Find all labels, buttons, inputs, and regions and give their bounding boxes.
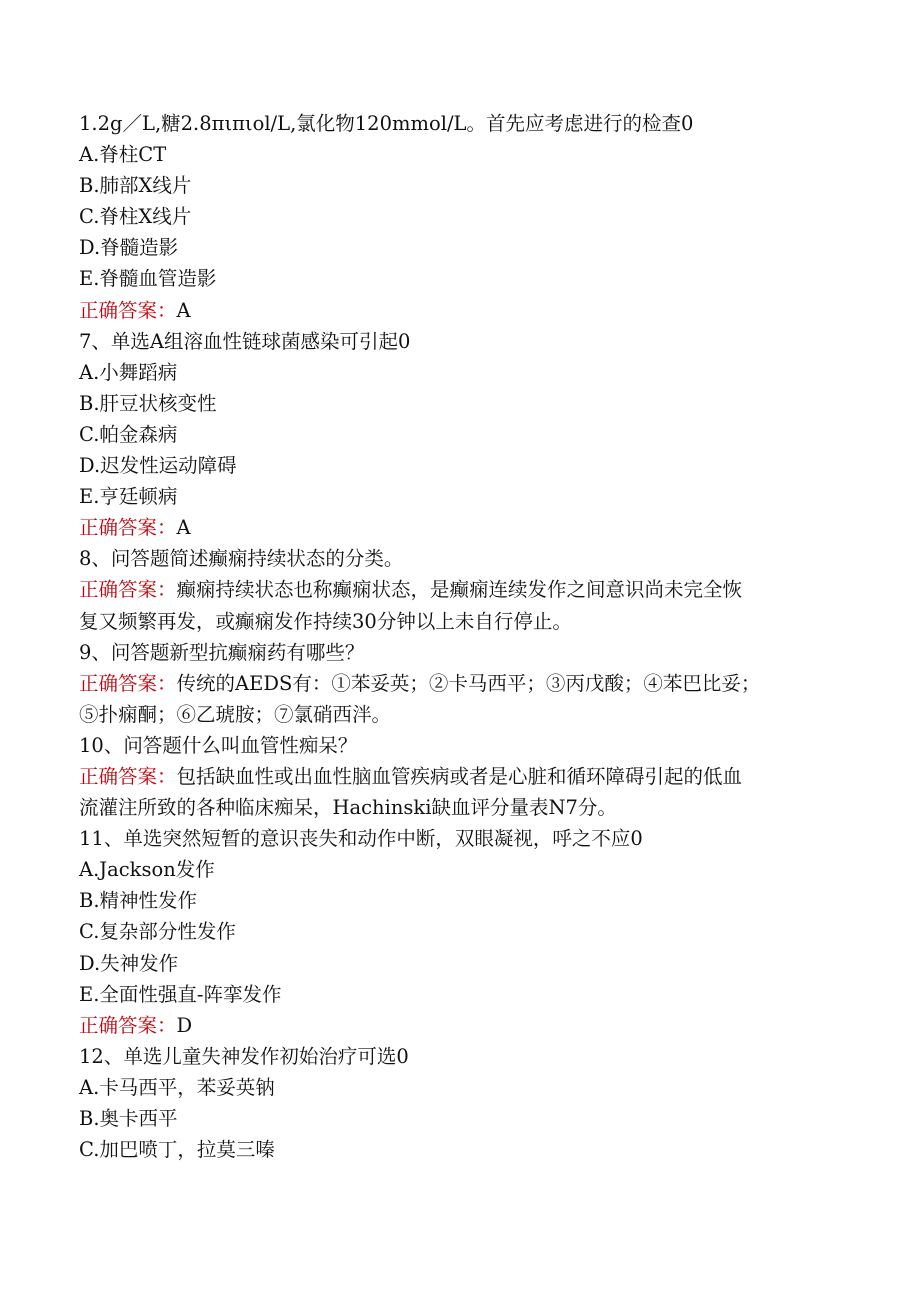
question-10-answer-continued: 流灌注所致的各种临床痴呆，Hachinski缺血评分量表N7分。 — [79, 796, 617, 820]
question-11-option-e: E.全面性强直-阵挛发作 — [79, 982, 282, 1006]
question-11-option-d: D.失神发作 — [79, 951, 179, 975]
question-11-stem: 11、单选突然短暂的意识丧失和动作中断，双眼凝视，呼之不应0 — [79, 827, 643, 851]
question-9-answer — [79, 668, 859, 699]
question-10-answer — [79, 761, 859, 792]
question-11-option-b: B.精神性发作 — [79, 889, 198, 913]
question-7-option-a: A.小舞蹈病 — [79, 360, 178, 384]
question-9-stem: 9、问答题新型抗癫痫药有哪些？ — [79, 640, 365, 664]
question-6-option-c: C.脊柱X线片 — [79, 205, 192, 229]
question-6-answer — [79, 295, 859, 326]
answer-label: 正确答案： — [79, 671, 177, 695]
question-12-option-a: A.卡马西平，苯妥英钠 — [79, 1075, 275, 1099]
question-11-option-c: C.复杂部分性发作 — [79, 920, 236, 944]
answer-value: 传统的AEDS有：①苯妥英；②卡马西平；③丙戊酸；④苯巴比妥； — [176, 671, 761, 695]
question-12-option-c: C.加巴喷丁，拉莫三嗪 — [79, 1138, 275, 1162]
question-7-stem: 7、单选A组溶血性链球菌感染可引起0 — [79, 329, 411, 353]
question-6-option-e: E.脊髓血管造影 — [79, 267, 217, 291]
answer-value: A — [176, 516, 191, 540]
question-10-stem: 10、问答题什么叫血管性痴呆？ — [79, 733, 358, 757]
answer-label: 正确答案： — [79, 1013, 177, 1037]
answer-label: 正确答案： — [79, 516, 177, 540]
question-9-answer-continued: ⑤扑痫酮；⑥乙琥胺；⑦氯硝西泮。 — [79, 702, 392, 726]
question-7-option-d: D.迟发性运动障碍 — [79, 454, 237, 478]
question-11-answer — [79, 1010, 859, 1041]
question-6-stem: 1.2g／L,糖2.8πιπιol/L,氯化物120mmol/L。首先应考虑进行的检查0 — [79, 112, 694, 135]
answer-value: 包括缺血性或出血性脑血管疾病或者是心脏和循环障碍引起的低血 — [176, 764, 743, 788]
question-8-answer — [79, 574, 859, 605]
answer-value: 癫痫持续状态也称癫痫状态，是癫痫连续发作之间意识尚未完全恢 — [176, 578, 743, 602]
answer-label: 正确答案： — [79, 578, 177, 602]
question-6-option-a: A.脊柱CT — [79, 143, 167, 167]
question-11-option-a: A.Jackson发作 — [79, 858, 215, 882]
answer-label: 正确答案： — [79, 298, 177, 322]
answer-value: D — [176, 1013, 193, 1037]
question-12-option-b: B.奥卡西平 — [79, 1107, 178, 1130]
question-8-stem: 8、问答题简述癫痫持续状态的分类。 — [79, 547, 404, 571]
answer-label: 正确答案： — [79, 764, 177, 788]
answer-value: A — [176, 298, 191, 322]
document-page — [79, 108, 859, 1165]
question-12-stem: 12、单选儿童失神发作初始治疗可选0 — [79, 1044, 409, 1068]
question-8-answer-continued: 复又频繁再发，或癫痫发作持续30分钟以上未自行停止。 — [79, 609, 572, 633]
question-6-option-d: D.脊髓造影 — [79, 236, 179, 260]
question-7-option-c: C.帕金森病 — [79, 422, 178, 446]
question-7-answer — [79, 512, 859, 543]
question-7-option-e: E.亨廷顿病 — [79, 485, 178, 509]
question-6-option-b: B.肺部X线片 — [79, 174, 192, 198]
question-7-option-b: B.肝豆状核变性 — [79, 391, 217, 415]
